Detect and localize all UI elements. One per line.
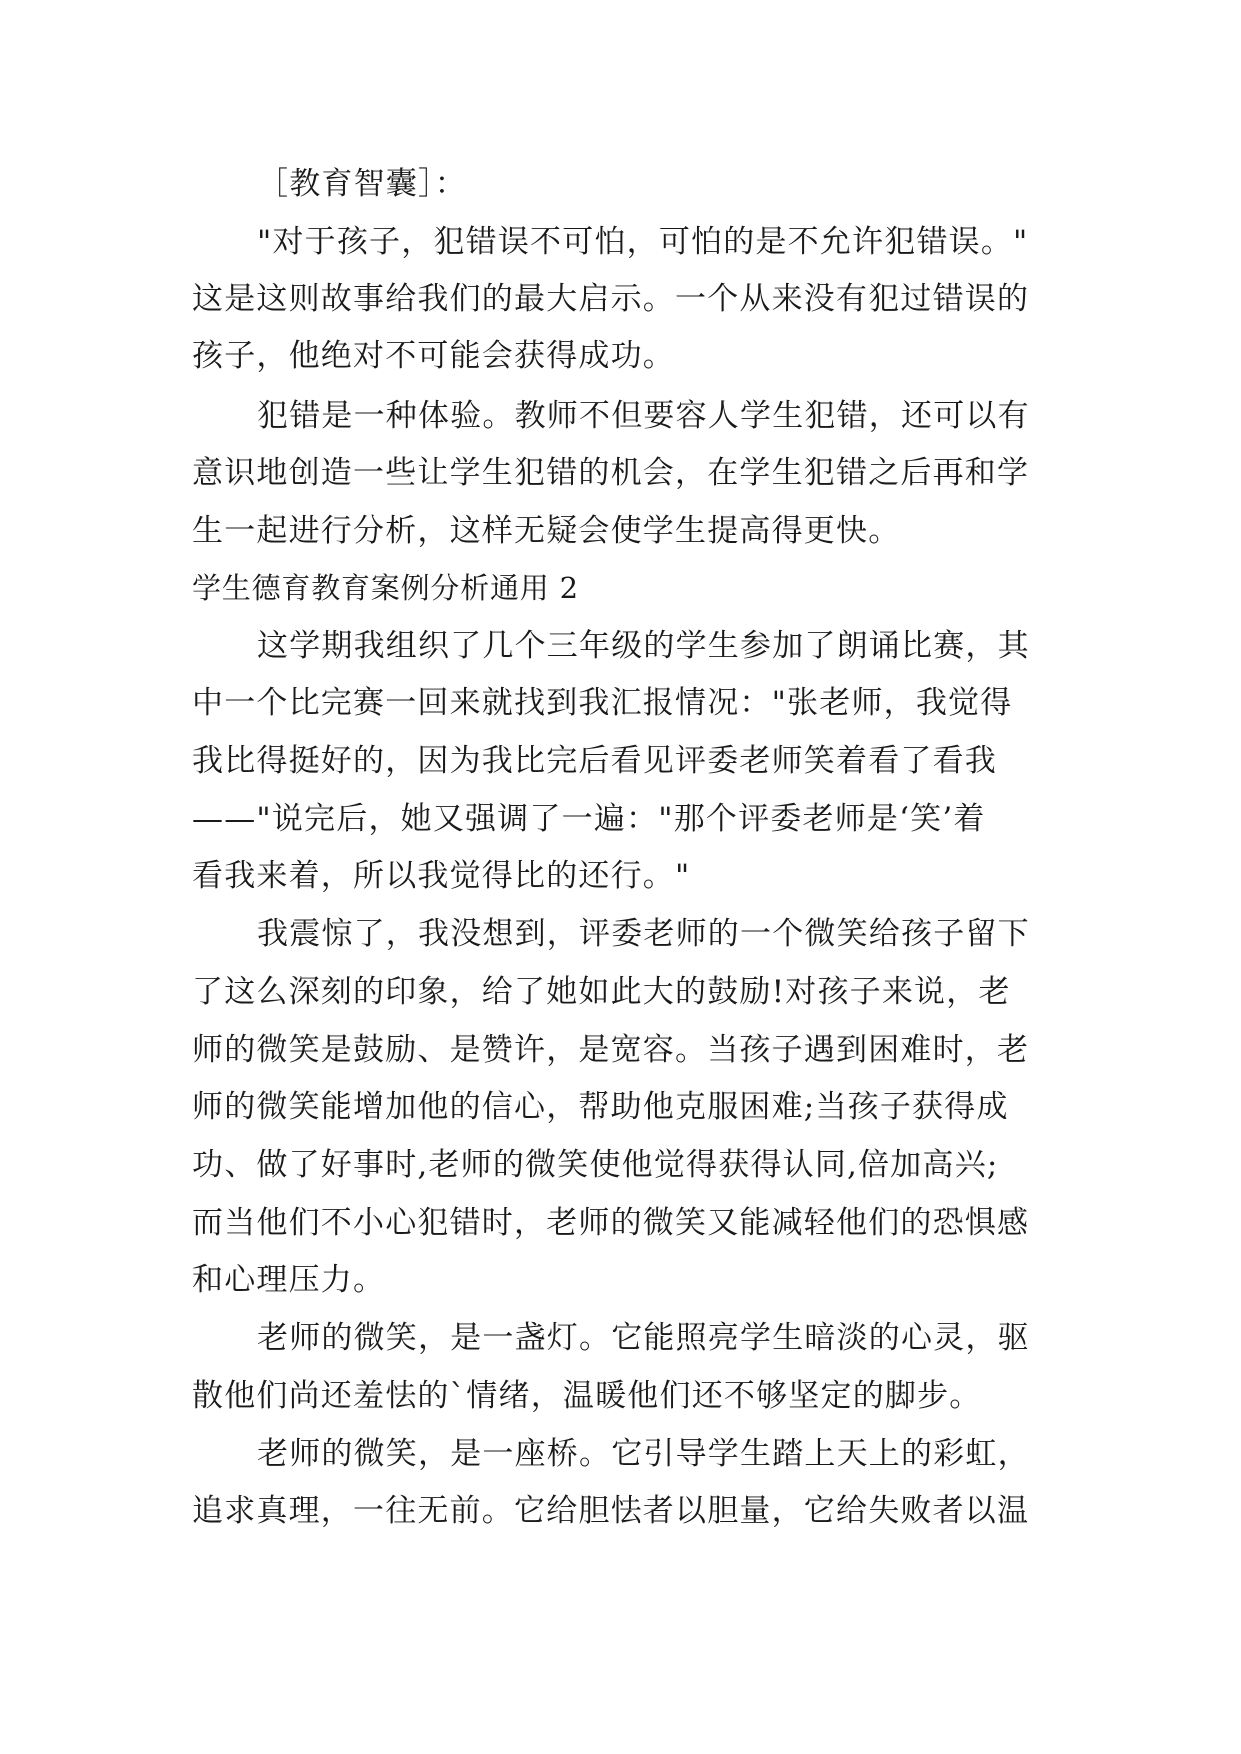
text-line: 而当他们不小心犯错时，老师的微笑又能减轻他们的恐惧感	[192, 1205, 1030, 1241]
text-line: ——"说完后，她又强调了一遍："那个评委老师是‘笑’着	[192, 801, 986, 837]
text-line: ［教育智囊］：	[257, 166, 467, 202]
text-line: 看我来着，所以我觉得比的还行。"	[192, 858, 691, 894]
text-line: "对于孩子，犯错误不可怕，可怕的是不允许犯错误。"	[257, 224, 1029, 260]
text-line: 犯错是一种体验。教师不但要容人学生犯错，还可以有	[257, 398, 1030, 434]
text-line: 这是这则故事给我们的最大启示。一个从来没有犯过错误的	[192, 281, 1030, 317]
text-line: 追求真理，一往无前。它给胆怯者以胆量，它给失败者以温	[192, 1493, 1030, 1529]
text-line: 中一个比完赛一回来就找到我汇报情况："张老师，我觉得	[192, 685, 1013, 721]
text-line: 了这么深刻的印象，给了她如此大的鼓励!对孩子来说，老	[192, 974, 1011, 1010]
text-line: 师的微笑是鼓励、是赞许，是宽容。当孩子遇到困难时，老	[192, 1032, 1030, 1068]
text-line: 老师的微笑，是一盏灯。它能照亮学生暗淡的心灵，驱	[257, 1320, 1030, 1356]
text-line: 我比得挺好的，因为我比完后看见评委老师笑着看了看我	[192, 743, 997, 779]
text-line: 散他们尚还羞怯的`情绪，温暖他们还不够坚定的脚步。	[192, 1378, 982, 1414]
text-line: 孩子，他绝对不可能会获得成功。	[192, 338, 675, 374]
text-line: 功、做了好事时,老师的微笑使他觉得获得认同,倍加高兴;	[192, 1147, 999, 1183]
text-line: 生一起进行分析，这样无疑会使学生提高得更快。	[192, 513, 901, 549]
text-line: 师的微笑能增加他的信心，帮助他克服困难;当孩子获得成	[192, 1089, 1009, 1125]
text-line: 老师的微笑，是一座桥。它引导学生踏上天上的彩虹，	[257, 1436, 1030, 1472]
section-heading: 学生德育教育案例分析通用 2	[192, 571, 579, 605]
text-line: 意识地创造一些让学生犯错的机会，在学生犯错之后再和学	[192, 455, 1030, 491]
text-line: 和心理压力。	[192, 1262, 386, 1298]
text-line: 这学期我组织了几个三年级的学生参加了朗诵比赛，其	[257, 628, 1030, 664]
text-line: 我震惊了，我没想到，评委老师的一个微笑给孩子留下	[257, 916, 1030, 952]
